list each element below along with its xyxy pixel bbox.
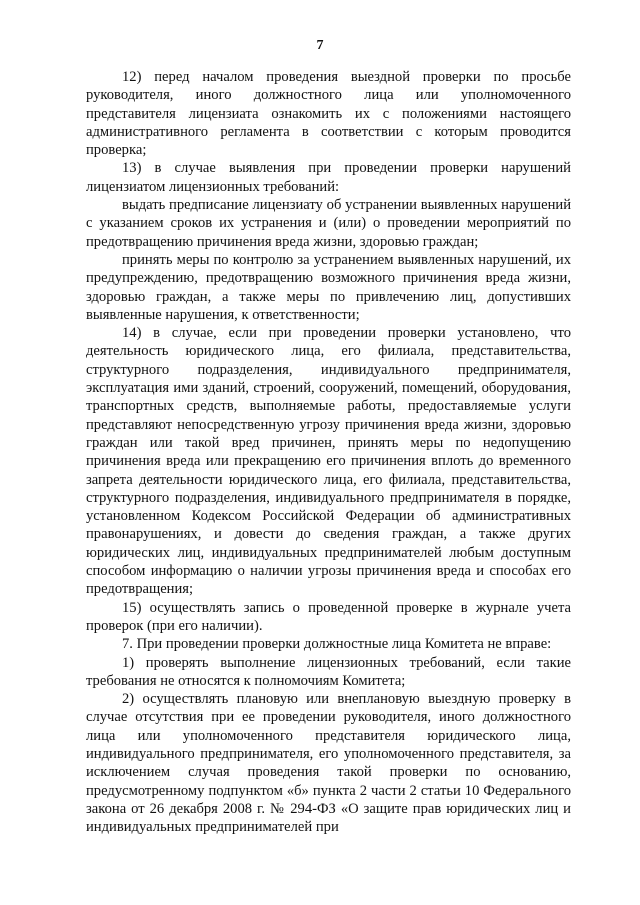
paragraph-item-12: 12) перед началом проведения выездной проверки по просьбе руководителя, иного должностного лица или уполномоченного представителя лицензиата ознакомить их с положениями настоящего административного регламента в соответствии с которым проводится проверка; bbox=[86, 69, 571, 159]
paragraph-section-7: 7. При проведении проверки должностные лица Комитета не вправе: bbox=[122, 636, 552, 653]
paragraph-subitem-1: 1) проверять выполнение лицензионных требований, если такие требования не относятся к полномочиям Комитета; bbox=[86, 654, 571, 689]
page-number: 7 bbox=[316, 38, 324, 53]
paragraph-item-14: 14) в случае, если при проведении проверки установлено, что деятельность юридического лица, его филиала, представительства, структурного подразделения, индивидуального предпринимателя, эксплуатация ими зданий, строений, сооружений, помещений, оборудования, транспортных средств, выполняемые работы, предоставляемые услуги представляют непосредственную угрозу причинения вреда жизни, здоровью граждан или такой вред причинен, принять меры по недопущению причинения вреда или прекращению его причинения вплоть до временного запрета деятельности юридического лица, его филиала, представительства, структурного подразделения, индивидуального предпринимателя в порядке, установленном Кодексом Российской Федерации об административных правонарушениях, и довести до сведения граждан, а также других юридических лиц, индивидуальных предпринимателей любым доступным способом информацию о наличии угрозы причинения вреда и способах его предотвращения; bbox=[86, 325, 571, 598]
document-body bbox=[86, 68, 571, 836]
paragraph-item-13: 13) в случае выявления при проведении проверки нарушений лицензиатом лицензионных требований: bbox=[86, 160, 571, 195]
paragraph-item-15: 15) осуществлять запись о проведенной проверке в журнале учета проверок (при его наличии). bbox=[86, 599, 571, 634]
paragraph-take-measures: принять меры по контролю за устранением выявленных нарушений, их предупреждению, предотвращению возможного причинения вреда жизни, здоровью граждан, а также меры по привлечению лиц, допустивших выявленные нарушения, к ответственности; bbox=[86, 251, 571, 323]
paragraph-issue-order: выдать предписание лицензиату об устранении выявленных нарушений с указанием сроков их устранения и (или) о проведении мероприятий по предотвращению причинения вреда жизни, здоровью граждан; bbox=[86, 197, 571, 250]
paragraph-subitem-2: 2) осуществлять плановую или внеплановую выездную проверку в случае отсутствия при ее проведении руководителя, иного должностного лица или уполномоченного представителя юридического лица, индивидуального предпринимателя, его уполномоченного представителя, за исключением случая проведения такой проверки по основанию, предусмотренному подпунктом «б» пункта 2 части 2 статьи 10 Федерального закона от 26 декабря 2008 г. № 294-ФЗ «О защите прав юридических лиц и индивидуальных предпринимателей при bbox=[86, 691, 571, 836]
